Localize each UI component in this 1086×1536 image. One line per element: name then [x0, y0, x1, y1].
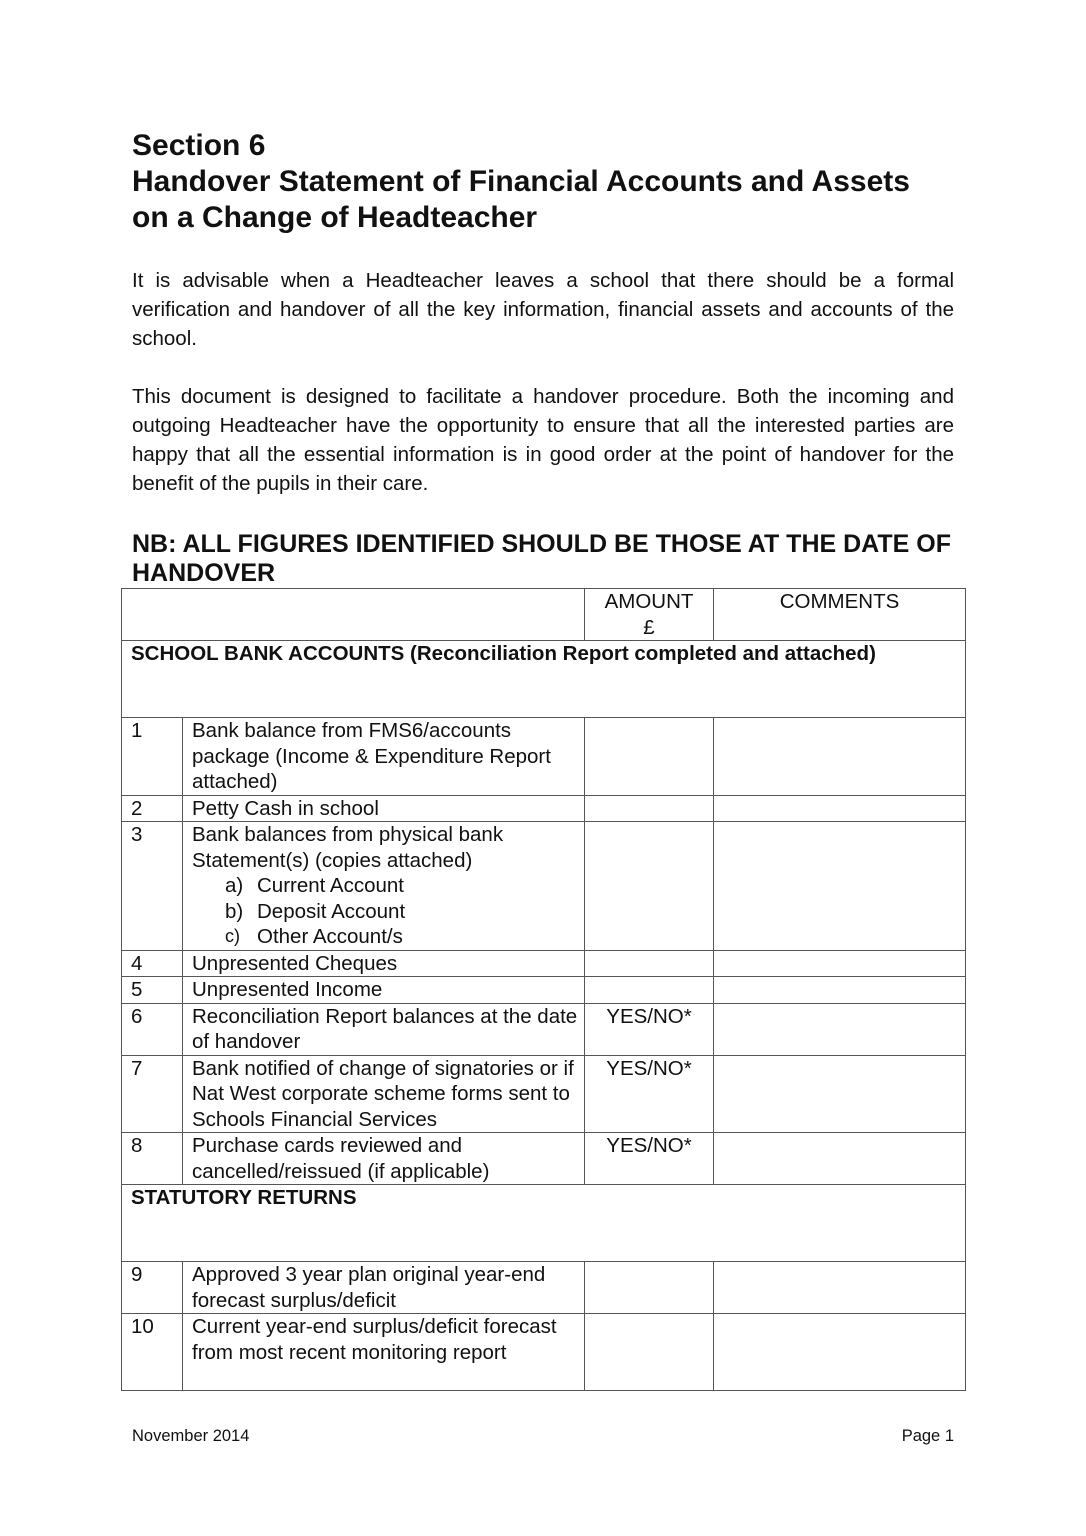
table-row	[122, 1133, 966, 1185]
comments-cell[interactable]	[714, 1003, 966, 1055]
row-description: Petty Cash in school	[183, 795, 585, 822]
comments-cell[interactable]	[714, 795, 966, 822]
amount-cell[interactable]	[585, 977, 714, 1004]
table-row	[122, 1003, 966, 1055]
table-row	[122, 1262, 966, 1314]
amount-cell[interactable]	[585, 1262, 714, 1314]
row-description: Bank notified of change of signatories or if Nat West corporate scheme forms sent to Schools Financial Services	[183, 1055, 585, 1133]
section-row-bank-accounts	[122, 641, 966, 718]
row-number: 7	[122, 1055, 183, 1133]
section-row-statutory-returns	[122, 1185, 966, 1262]
list-label: Current Account	[257, 874, 404, 897]
header-blank-cell	[122, 589, 585, 641]
section-heading-statutory-returns: STATUTORY RETURNS	[122, 1185, 966, 1262]
yes-no-cell[interactable]: YES/NO*	[585, 1055, 714, 1133]
table-row	[122, 822, 966, 951]
amount-cell[interactable]	[585, 1314, 714, 1391]
row-number: 3	[122, 822, 183, 951]
title-line-1: Handover Statement of Financial Accounts and Assets	[132, 165, 910, 198]
list-marker: c)	[225, 926, 240, 946]
table-row	[122, 718, 966, 796]
list-label: Other Account/s	[257, 925, 403, 948]
table-row	[122, 1055, 966, 1133]
section-heading-bank-accounts: SCHOOL BANK ACCOUNTS (Reconciliation Report completed and attached)	[122, 641, 966, 718]
row-description: Approved 3 year plan original year-end forecast surplus/deficit	[183, 1262, 585, 1314]
row-description: Unpresented Income	[183, 977, 585, 1004]
row-number: 5	[122, 977, 183, 1004]
table-row	[122, 1314, 966, 1391]
row-number: 6	[122, 1003, 183, 1055]
row-number: 1	[122, 718, 183, 796]
row-description: Current year-end surplus/deficit forecast from most recent monitoring report	[183, 1314, 585, 1391]
comments-column-header	[714, 589, 966, 641]
comments-cell[interactable]	[714, 950, 966, 977]
comments-cell[interactable]	[714, 977, 966, 1004]
amount-cell[interactable]	[585, 718, 714, 796]
row-number: 2	[122, 795, 183, 822]
list-marker: a)	[225, 874, 244, 897]
row-description: Reconciliation Report balances at the date of handover	[183, 1003, 585, 1055]
intro-paragraph-2: This document is designed to facilitate a handover procedure. Both the incoming and outgoing Headteacher have the opportunity to ensure that all the interested parties are happy that all the essential information is in good order at the point of handover for the benefit of the pupils in their care.	[132, 385, 954, 495]
list-label: Deposit Account	[257, 899, 406, 923]
amount-cell[interactable]	[585, 822, 714, 951]
table-header-row	[122, 589, 966, 641]
comments-cell[interactable]	[714, 1133, 966, 1185]
yes-no-cell[interactable]: YES/NO*	[585, 1003, 714, 1055]
amount-column-header	[585, 589, 714, 641]
amount-cell[interactable]	[585, 795, 714, 822]
row-description: Unpresented Cheques	[183, 950, 585, 977]
comments-cell[interactable]	[714, 822, 966, 951]
row-number: 10	[122, 1314, 183, 1391]
footer-date: November 2014	[132, 1427, 250, 1445]
nb-notice: NB: ALL FIGURES IDENTIFIED SHOULD BE THOSE AT THE DATE OF HANDOVER	[132, 530, 951, 587]
amount-header-label: AMOUNT	[604, 590, 694, 613]
comments-header-label: COMMENTS	[779, 590, 900, 613]
amount-cell[interactable]	[585, 950, 714, 977]
row-number: 9	[122, 1262, 183, 1314]
table-row	[122, 977, 966, 1004]
section-number: Section 6	[132, 129, 266, 162]
comments-cell[interactable]	[714, 1055, 966, 1133]
account-sublist	[192, 873, 584, 950]
comments-cell[interactable]	[714, 718, 966, 796]
title-line-2: on a Change of Headteacher	[132, 201, 538, 234]
row-description-with-subitems	[183, 822, 585, 951]
intro-paragraph-1: It is advisable when a Headteacher leaves a school that there should be a formal verification and handover of all the key information, financial assets and accounts of the school.	[132, 269, 954, 350]
currency-symbol: £	[643, 615, 655, 639]
row-description: Bank balance from FMS6/accounts package (Income & Expenditure Report attached)	[183, 718, 585, 796]
list-marker: b)	[225, 899, 244, 923]
yes-no-cell[interactable]: YES/NO*	[585, 1133, 714, 1185]
row-description: Purchase cards reviewed and cancelled/reissued (if applicable)	[183, 1133, 585, 1185]
list-item	[225, 924, 584, 950]
row-description: Bank balances from physical bank Statement(s) (copies attached)	[192, 823, 504, 872]
comments-cell[interactable]	[714, 1314, 966, 1391]
table-row	[122, 795, 966, 822]
table-row	[122, 950, 966, 977]
handover-table	[121, 588, 966, 1391]
page-title	[132, 128, 972, 236]
list-item	[225, 873, 584, 899]
row-number: 4	[122, 950, 183, 977]
row-number: 8	[122, 1133, 183, 1185]
comments-cell[interactable]	[714, 1262, 966, 1314]
list-item	[225, 899, 584, 925]
footer-page-number: Page 1	[901, 1427, 954, 1445]
